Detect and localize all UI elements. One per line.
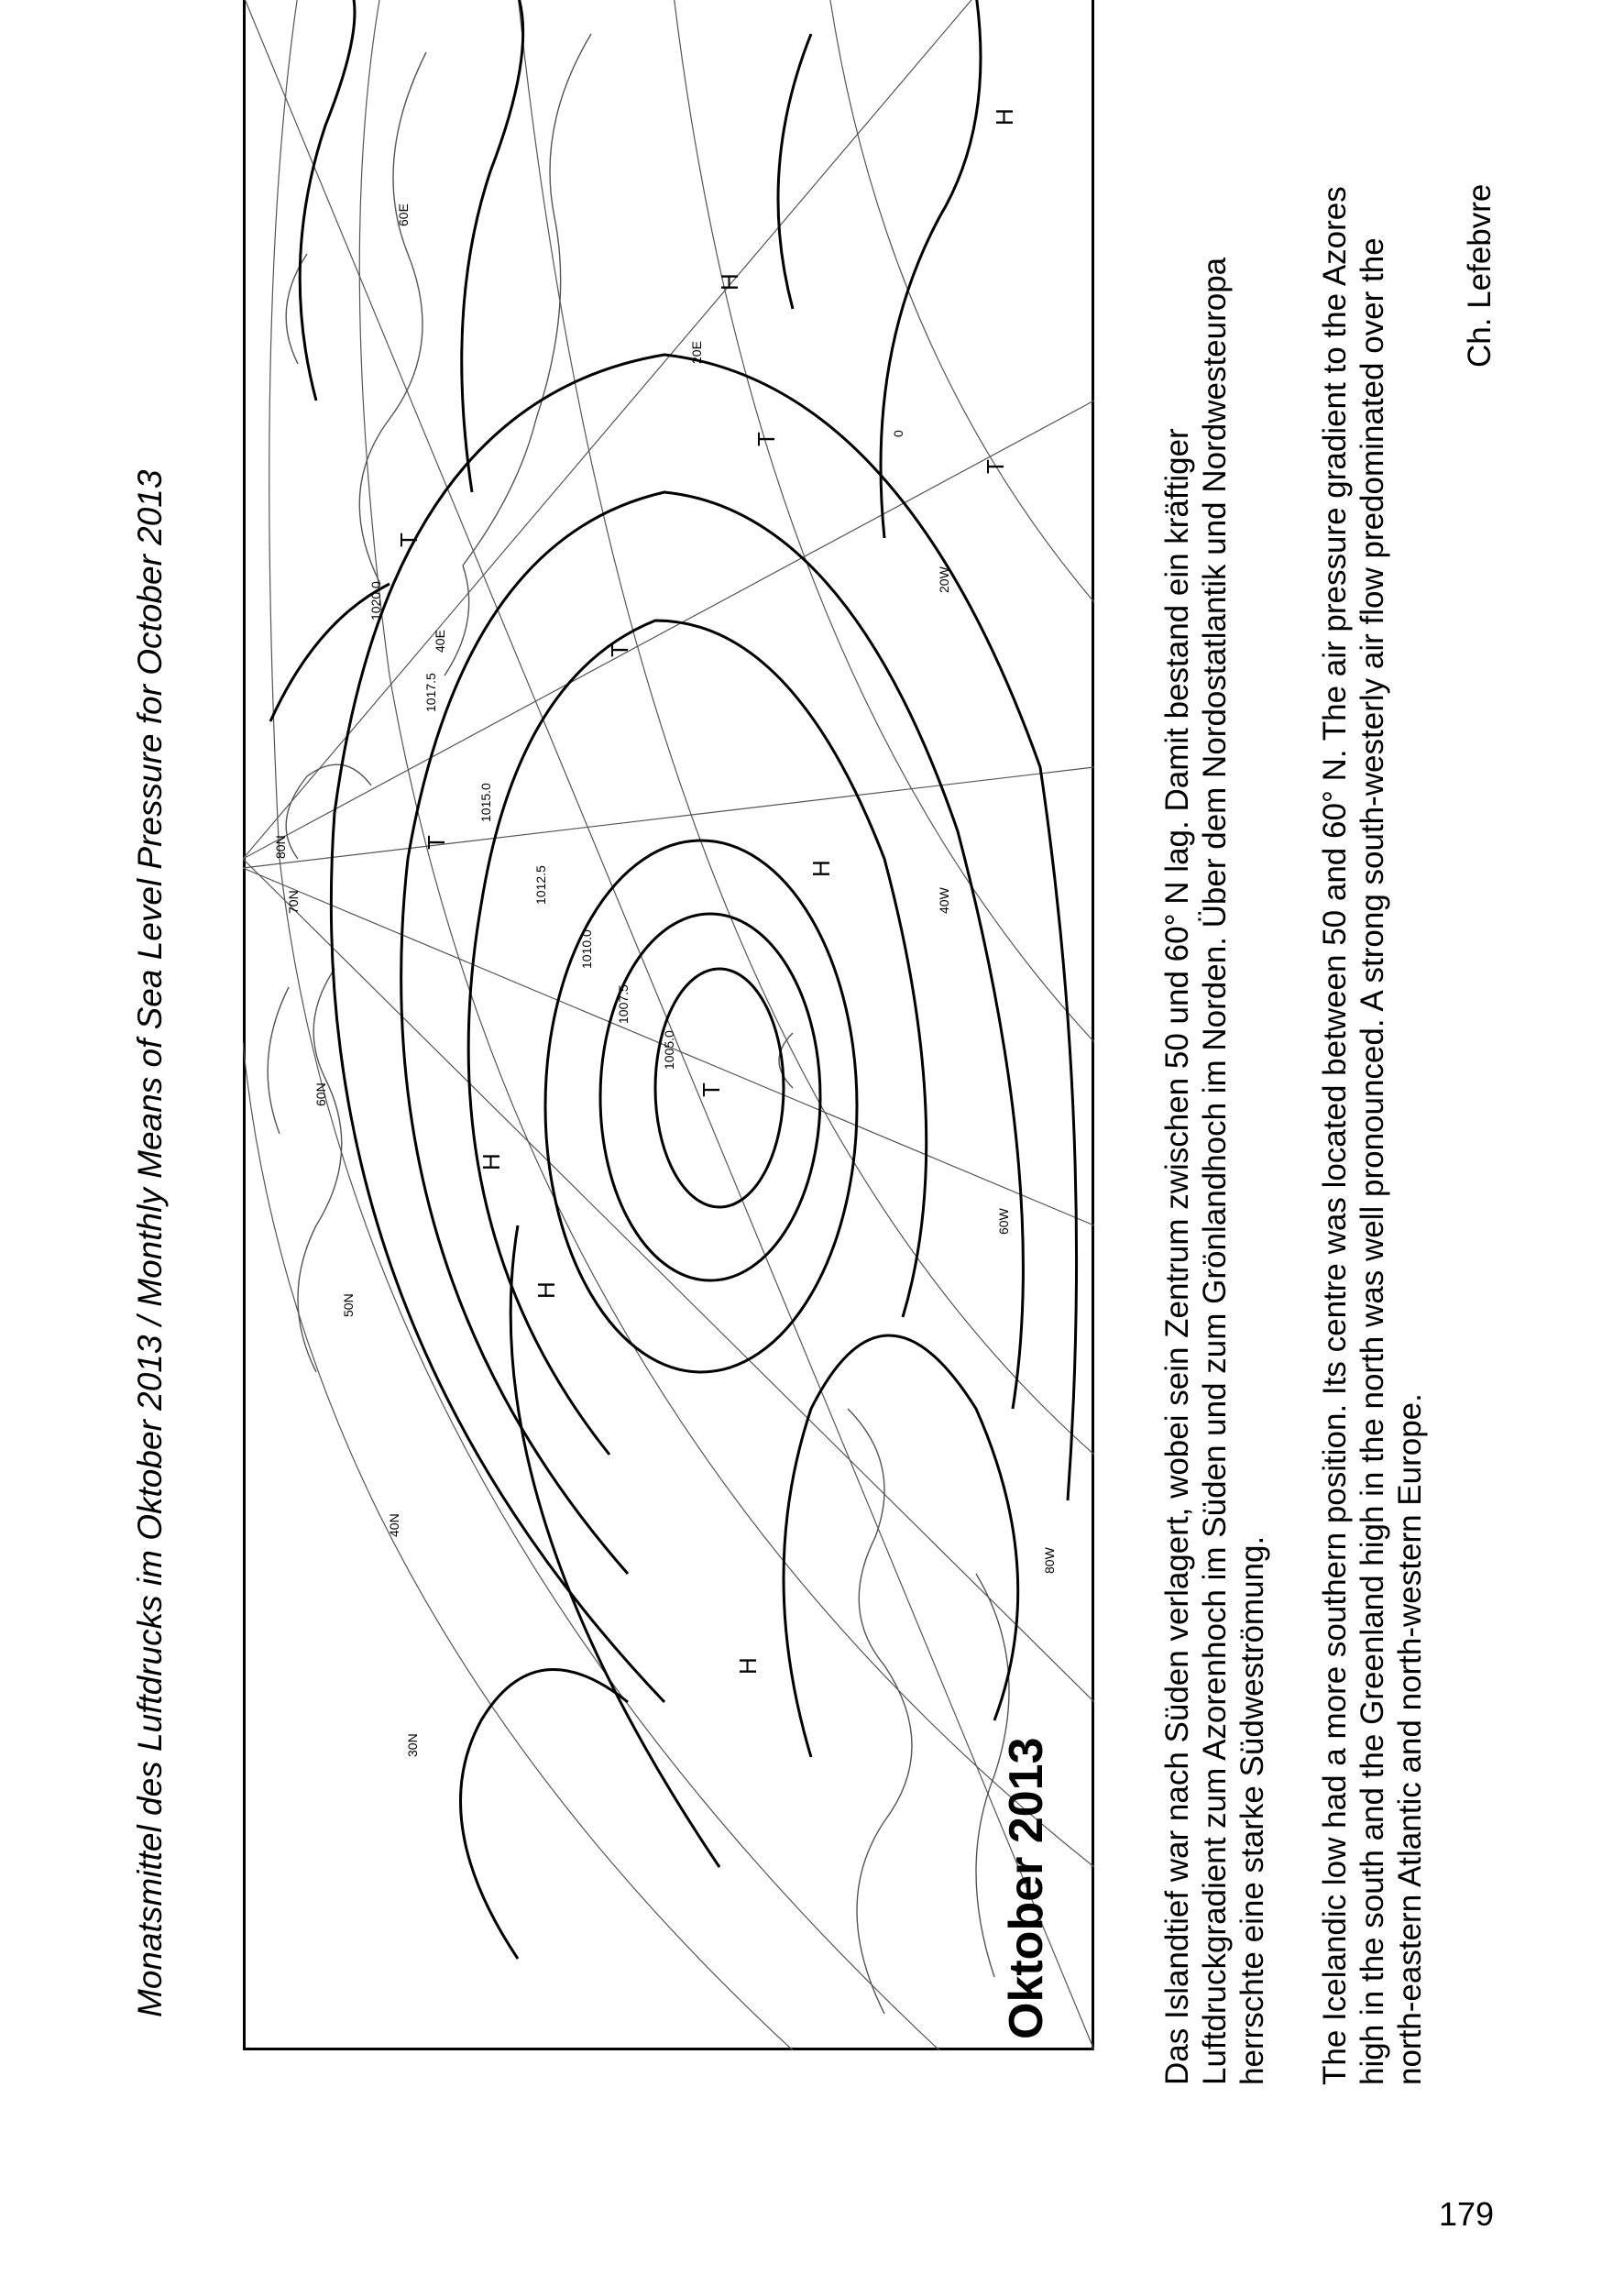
low-center: T	[752, 432, 780, 446]
map-border	[245, 0, 1093, 2049]
isobar-label: 1015.0	[478, 783, 493, 822]
grid-label-80w: 80W	[1042, 1547, 1057, 1574]
page-number: 179	[1439, 2195, 1495, 2233]
grid-label-60e: 60E	[396, 203, 411, 226]
description-english: The Icelandic low had a more southern position. Its centre was located between 50 and 60° N. The air pressure gradient to the Azores high in the south and the Greenland high in the north was well pronounced. A strong south-westerly air flow predominated over the north-eastern Atlantic and north-western Europe.	[1317, 186, 1428, 2085]
grid-label-60w: 60W	[996, 1208, 1011, 1235]
grid-label-0: 0	[891, 430, 905, 437]
isobar-label: 1020.0	[368, 581, 383, 621]
grid-label-30n: 30N	[405, 1733, 420, 1757]
high-center: H	[532, 1281, 560, 1299]
map-caption: Oktober 2013	[1000, 1737, 1053, 2039]
high-center: H	[734, 1657, 762, 1675]
low-center: T	[697, 1082, 725, 1097]
low-center: T	[982, 459, 1009, 474]
grid-label-40e: 40E	[433, 630, 447, 653]
isobar-label: 1010.0	[579, 929, 594, 969]
high-center: H	[807, 860, 835, 877]
high-center: H	[477, 1153, 505, 1170]
low-center: T	[606, 643, 633, 657]
grid-label-40w: 40W	[937, 887, 951, 914]
low-center: T	[395, 533, 422, 547]
high-center: H	[991, 108, 1018, 126]
description-german: Das Islandtief war nach Süden verlagert, wobei sein Zentrum zwischen 50 und 60° N lag. Damit bestand ein kräftiger Luftdruckgradient zum Azorenhoch im Süden und zum Grönlandhoch im Norden. Über dem Nordostatlantik und Nordwesteuropa herrschte eine starke Südweströmung.	[1159, 257, 1270, 2085]
grid-label-50n: 50N	[341, 1293, 356, 1317]
pressure-map	[243, 0, 1094, 2050]
grid-label-60n: 60N	[313, 1082, 328, 1106]
grid-label-70n: 70N	[286, 890, 301, 914]
isobar-label: 1017.5	[423, 673, 438, 712]
isobar-label: 1012.5	[533, 865, 548, 905]
pressure-map-svg	[243, 0, 1094, 2050]
grid-label-20e: 20E	[689, 341, 704, 364]
low-center: T	[422, 835, 450, 850]
high-center: H	[716, 273, 743, 291]
author: Ch. Lefebvre	[1462, 183, 1498, 368]
page-title: Monatsmittel des Luftdrucks im Oktober 2013 / Monthly Means of Sea Level Pressure for October 2013	[131, 469, 169, 2017]
isobar-label: 1005.0	[662, 1030, 676, 1070]
grid-label-40n: 40N	[387, 1513, 401, 1537]
grid-label-80n: 80N	[273, 835, 288, 859]
isobar-label: 1007.5	[616, 984, 631, 1024]
grid-label-20w: 20W	[937, 566, 951, 593]
